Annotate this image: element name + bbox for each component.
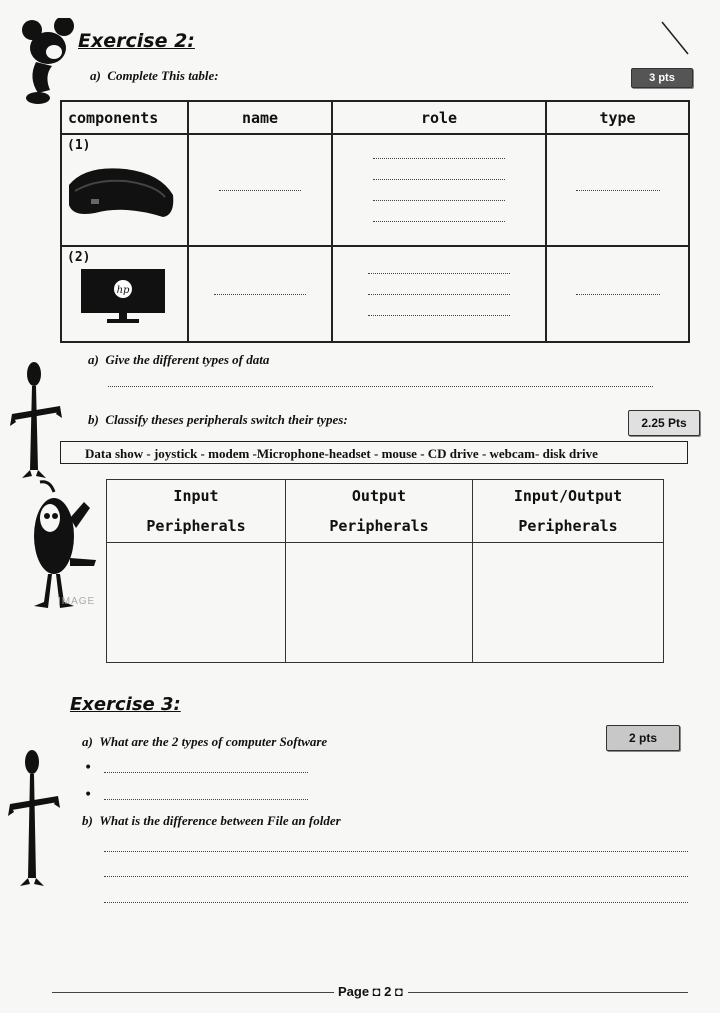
- answer-line-difference-3[interactable]: [104, 902, 688, 903]
- header-input: Input Peripherals: [107, 480, 286, 543]
- footer-rule-left: [52, 992, 334, 993]
- points-badge-3: 3 pts: [631, 68, 693, 88]
- page-number: Page ◘ 2 ◘: [338, 984, 403, 999]
- component-cell-2: [61, 246, 188, 342]
- peripherals-classification-table: [106, 479, 664, 663]
- exercise2-title: Exercise 2:: [78, 30, 195, 52]
- header-role: role: [332, 101, 546, 134]
- answer-line-software-2[interactable]: [104, 799, 308, 800]
- exercise3-question-a: a) What are the 2 types of computer Software: [82, 734, 328, 749]
- header-output: Output Peripherals: [286, 480, 473, 543]
- peripherals-list-text: Data show - joystick - modem -Microphone-headset - mouse - CD drive - webcam- disk drive: [85, 446, 598, 461]
- answer-line-software-1[interactable]: [104, 772, 308, 773]
- exercise2-question-b: b) Classify theses peripherals switch their types:: [88, 412, 348, 427]
- header-components: components: [61, 101, 188, 134]
- exercise3-title: Exercise 3:: [70, 694, 181, 715]
- input-cell[interactable]: [107, 543, 286, 663]
- header-input-output: Input/Output Peripherals: [473, 480, 664, 543]
- keyboard-image: [65, 155, 177, 225]
- monitor-image: [79, 267, 169, 327]
- role-cell-2[interactable]: [332, 246, 546, 342]
- answer-line-data-types[interactable]: [108, 386, 653, 387]
- stick-figure-1: [8, 360, 64, 480]
- type-cell-2[interactable]: [546, 246, 689, 342]
- bullet-2: •: [84, 787, 93, 803]
- answer-line-difference-2[interactable]: [104, 876, 688, 877]
- component-cell-1: [61, 134, 188, 246]
- points-badge-2-25: 2.25 Pts: [628, 410, 700, 436]
- header-type: type: [546, 101, 689, 134]
- input-output-cell[interactable]: [473, 543, 664, 663]
- components-table: [60, 100, 690, 343]
- row-label-2: (2): [67, 250, 91, 265]
- pencil-mark-decoration: [660, 20, 690, 56]
- exercise2-question-a2: a) Give the different types of data: [88, 352, 270, 367]
- role-cell-1[interactable]: [332, 134, 546, 246]
- peripherals-list-box: [60, 441, 688, 464]
- name-cell-1[interactable]: [188, 134, 332, 246]
- stick-figure-2: [6, 748, 62, 888]
- exercise3-question-b: b) What is the difference between File an folder: [82, 813, 341, 828]
- output-cell[interactable]: [286, 543, 473, 663]
- monitor-logo: hp: [116, 285, 130, 296]
- type-cell-1[interactable]: [546, 134, 689, 246]
- header-name: name: [188, 101, 332, 134]
- points-badge-2: 2 pts: [606, 725, 680, 751]
- exercise2-question-a: a) Complete This table:: [90, 68, 219, 83]
- watermark-text: IMAGE: [58, 596, 96, 607]
- footer-rule-right: [408, 992, 688, 993]
- bullet-1: •: [84, 760, 93, 776]
- row-label-1: (1): [67, 138, 91, 153]
- answer-line-difference-1[interactable]: [104, 851, 688, 852]
- name-cell-2[interactable]: [188, 246, 332, 342]
